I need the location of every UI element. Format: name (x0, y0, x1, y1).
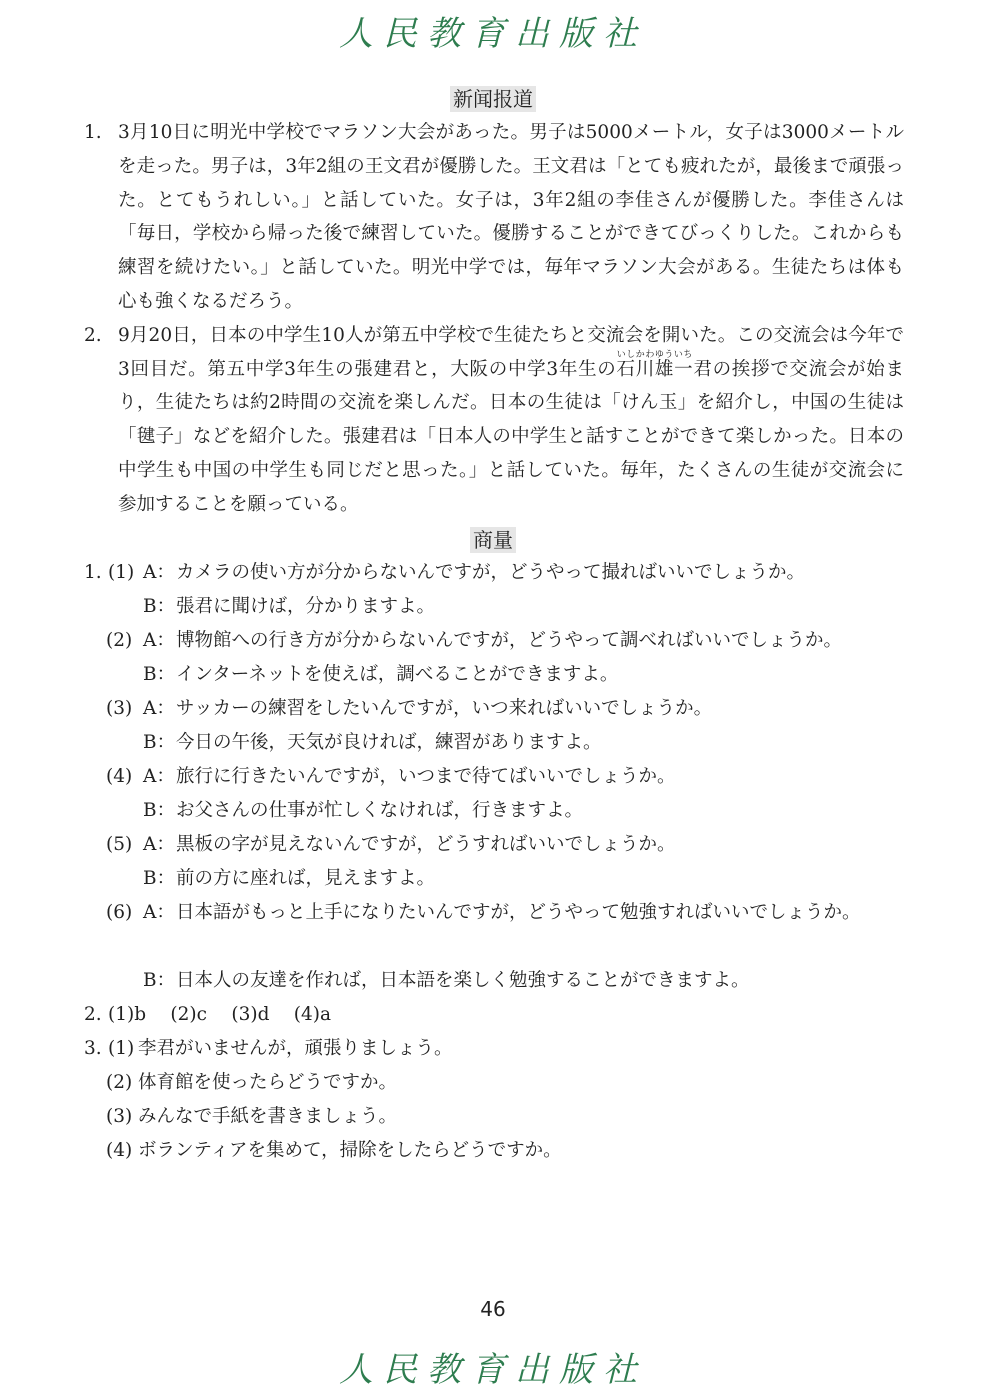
answer-text: ボランティアを集めて，掃除をしたらどうですか。 (138, 1140, 562, 1161)
ruby-name: 石川雄一いしかわゆういち (616, 349, 694, 380)
sub-number: (6) (106, 902, 133, 923)
consult-list (84, 556, 924, 1168)
row-number: 2. (84, 1004, 102, 1025)
sub-number: (4) (106, 1140, 133, 1161)
dialogue-text: 今日の午後，天気が良ければ，練習がありますよ。 (176, 732, 602, 753)
news-item-1 (84, 116, 904, 319)
news-item-text: 9月20日，日本の中学生10人が第五中学校で生徒たちと交流会を開いた。この交流会は今年で3回目だ。第五中学3年生の張建君と，大阪の中学3年生の (118, 324, 904, 380)
speaker-label: A： (143, 834, 175, 855)
section-heading-news: 新闻报道 (0, 83, 986, 112)
dialogue-text: 日本語がもっと上手になりたいんですが，どうやって勉強すればいいでしょうか。 (176, 902, 861, 923)
answer-text: 李君がいませんが，頑張りましょう。 (138, 1038, 453, 1059)
dialogue-text: 張君に聞けば，分かりますよ。 (176, 596, 436, 617)
answer-row (84, 1066, 924, 1100)
sub-number: (5) (106, 834, 133, 855)
dialogue-text: カメラの使い方が分からないんですが，どうやって撮ればいいでしょうか。 (176, 562, 806, 583)
publisher-logo-bottom: 人民教育出版社 (339, 1350, 647, 1390)
answer-row (84, 1134, 924, 1168)
speaker-label: A： (143, 630, 175, 651)
row-number: 3. (84, 1038, 102, 1059)
row-number: 1. (84, 562, 102, 583)
consult-row (84, 828, 924, 862)
sub-number: (4) (106, 766, 133, 787)
news-item-number: 2. (84, 324, 102, 346)
dialogue-text: サッカーの練習をしたいんですが，いつ来ればいいでしょうか。 (176, 698, 713, 719)
dialogue-text: 博物館への行き方が分からないんですが，どうやって調べればいいでしょうか。 (176, 630, 843, 651)
dialogue-text: 旅行に行きたいんですが，いつまで待てばいいでしょうか。 (176, 766, 676, 787)
dialogue-text: インターネットを使えば，調べることができますよ。 (176, 664, 619, 685)
speaker-label: B： (143, 970, 176, 991)
dialogue-text: 黒板の字が見えないんですが，どうすればいいでしょうか。 (176, 834, 676, 855)
sub-number: (3) (106, 698, 133, 719)
publisher-logo-top: 人民教育出版社 (339, 14, 647, 54)
speaker-label: A： (143, 562, 175, 583)
speaker-label: A： (143, 766, 175, 787)
speaker-label: A： (143, 698, 175, 719)
page-number: 46 (480, 1297, 506, 1321)
news-list (84, 116, 904, 522)
speaker-label: B： (143, 868, 176, 889)
consult-row (84, 794, 924, 828)
answer-row (84, 1032, 924, 1066)
answer-text: みんなで手紙を書きましょう。 (138, 1106, 398, 1127)
speaker-label: A： (143, 902, 175, 923)
news-item-text-continued: 君の挨拶で交流会が始まり，生徒たちは約2時間の交流を楽しんだ。日本の生徒は「けん玉」を紹介し，中国の生徒は「毽子」などを紹介した。張建君は「日本人の中学生と話すことができて楽しかった。日本の中学生も中国の中学生も同じだと思った。」と話していた。毎年，たくさんの生徒が交流会に参加することを願っている。 (118, 358, 904, 515)
answer-choices: (1)b (2)c (3)d (4)a (108, 1004, 332, 1025)
speaker-label: B： (143, 732, 176, 753)
speaker-label: B： (143, 664, 176, 685)
speaker-label: B： (143, 800, 176, 821)
dialogue-text: お父さんの仕事が忙しくなければ，行きますよ。 (176, 800, 584, 821)
consult-row (84, 964, 924, 998)
answer-row (84, 1100, 924, 1134)
sub-number: (3) (106, 1106, 133, 1127)
consult-row (84, 896, 924, 964)
consult-row (84, 760, 924, 794)
answer-text: 体育館を使ったらどうですか。 (138, 1072, 398, 1093)
speaker-label: B： (143, 596, 176, 617)
sub-number: (1) (108, 562, 135, 583)
sub-number: (1) (108, 1038, 135, 1059)
consult-row (84, 726, 924, 760)
news-item-number: 1. (84, 122, 102, 143)
answer-row (84, 998, 924, 1032)
sub-number: (2) (106, 630, 133, 651)
consult-row (84, 556, 924, 590)
consult-row (84, 692, 924, 726)
sub-number: (2) (106, 1072, 133, 1093)
section-heading-consult: 商量 (0, 524, 986, 553)
news-item-2 (84, 319, 904, 522)
consult-row (84, 658, 924, 692)
dialogue-text: 前の方に座れば，見えますよ。 (176, 868, 436, 889)
dialogue-text: 日本人の友達を作れば，日本語を楽しく勉強することができますよ。 (176, 970, 750, 991)
news-item-text: 3月10日に明光中学校でマラソン大会があった。男子は5000メートル，女子は3000メートルを走った。男子は，3年2組の王文君が優勝した。王文君は「とても疲れたが，最後まで頑張った。とてもうれしい。」と話していた。女子は，3年2組の李佳さんが優勝した。李佳さんは「毎日，学校から帰った後で練習していた。優勝することができてびっくりした。これからも練習を続けたい。」と話していた。明光中学では，毎年マラソン大会がある。生徒たちは体も心も強くなるだろう。 (118, 122, 904, 312)
consult-row (84, 862, 924, 896)
consult-row (84, 624, 924, 658)
consult-row (84, 590, 924, 624)
